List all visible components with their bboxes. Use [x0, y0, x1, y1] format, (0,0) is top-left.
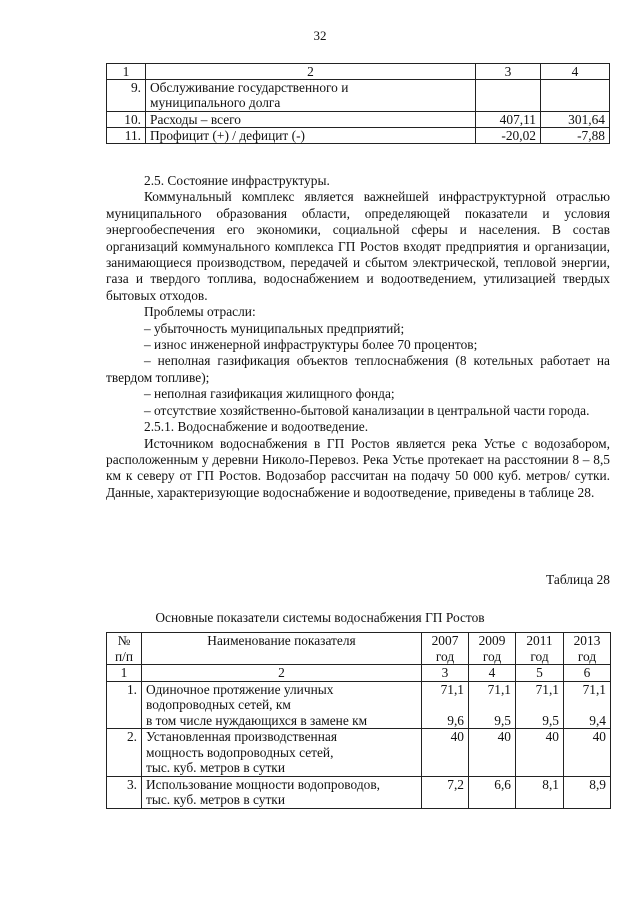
value-total: 71,1 — [582, 681, 606, 697]
row-name — [142, 729, 422, 777]
header-cell: 1 — [107, 64, 146, 80]
row-name: Профицит (+) / дефицит (-) — [146, 127, 476, 143]
header-cell-year — [422, 633, 469, 665]
header-text: год — [530, 648, 549, 664]
value-replace: 9,6 — [447, 712, 464, 728]
value-replace: 9,5 — [542, 712, 559, 728]
row-value — [476, 80, 541, 111]
index-cell: 6 — [564, 665, 611, 682]
row-value — [564, 681, 611, 729]
index-cell: 5 — [516, 665, 564, 682]
row-number: 11. — [107, 127, 146, 143]
budget-table-continuation — [106, 63, 610, 144]
list-item: – отсутствие хозяйственно-бытовой канализации в центральной части города. — [144, 402, 590, 418]
row-name-line: Использование мощности водопроводов, — [146, 776, 381, 792]
row-value: 301,64 — [541, 111, 610, 127]
table-row — [107, 681, 611, 729]
header-cell-year — [469, 633, 516, 665]
row-name-line: муниципального долга — [150, 95, 281, 111]
body-text — [106, 173, 610, 501]
table-index-row — [107, 665, 611, 682]
section-heading: 2.5. Состояние инфраструктуры. — [144, 173, 330, 188]
row-number: 9. — [107, 80, 146, 111]
row-name — [146, 80, 476, 111]
row-name-line: Установленная производственная — [146, 729, 337, 744]
row-value: 6,6 — [469, 776, 516, 808]
value-total: 71,1 — [487, 681, 511, 697]
table-caption: Таблица 28 — [546, 572, 610, 587]
row-name-line: водопроводных сетей, км — [146, 697, 291, 712]
row-number: 3. — [107, 776, 142, 808]
row-name-line: Одиночное протяжение уличных — [146, 681, 334, 697]
row-name-line: Обслуживание государственного и — [150, 80, 349, 96]
header-cell: 3 — [476, 64, 541, 80]
row-name — [142, 681, 422, 729]
page-number: 32 — [313, 28, 327, 43]
value-replace: 9,5 — [494, 712, 511, 728]
header-cell: 4 — [541, 64, 610, 80]
row-value: 7,2 — [422, 776, 469, 808]
row-value — [469, 681, 516, 729]
index-cell: 1 — [107, 665, 142, 682]
value-total: 71,1 — [440, 681, 464, 697]
row-value: -7,88 — [541, 127, 610, 143]
header-cell-year — [564, 633, 611, 665]
value-replace: 9,4 — [589, 712, 606, 728]
table-header-row — [107, 64, 610, 80]
header-text: год — [577, 648, 597, 664]
problems-heading: Проблемы отрасли: — [144, 304, 256, 320]
index-cell: 3 — [422, 665, 469, 682]
list-item: – износ инженерной инфраструктуры более 70 процентов; — [144, 337, 478, 353]
header-text: год — [435, 648, 455, 664]
header-text: 2013 — [573, 633, 601, 648]
header-text: п/п — [114, 648, 134, 664]
row-name-line: мощность водопроводных сетей, — [146, 744, 334, 760]
row-value: 40 — [422, 729, 469, 777]
row-value: 8,1 — [516, 776, 564, 808]
table-title: Основные показатели системы водоснабжения ГП Ростов — [155, 610, 485, 625]
row-name — [142, 776, 422, 808]
header-cell: 2 — [146, 64, 476, 80]
header-text: 2011 — [526, 633, 553, 648]
table-header-row — [107, 633, 611, 665]
header-text: год — [482, 648, 502, 664]
row-number: 10. — [107, 111, 146, 127]
table-row — [107, 776, 611, 808]
row-value — [422, 681, 469, 729]
row-name-line: тыс. куб. метров в сутки — [146, 760, 285, 775]
row-value: 40 — [516, 729, 564, 777]
header-cell-year — [516, 633, 564, 665]
list-item: – неполная газификация объектов теплоснабжения (8 котельных работает на твердом топливе); — [106, 353, 610, 385]
row-value: 8,9 — [564, 776, 611, 808]
row-value: 407,11 — [476, 111, 541, 127]
header-cell-number — [107, 633, 142, 665]
header-text: 2009 — [478, 633, 506, 648]
header-text: 2007 — [431, 633, 459, 648]
row-name-line: тыс. куб. метров в сутки — [146, 792, 285, 807]
table-row — [107, 729, 611, 777]
list-item: – убыточность муниципальных предприятий; — [144, 320, 405, 336]
header-text: № — [117, 633, 131, 648]
row-value — [516, 681, 564, 729]
row-value: 40 — [469, 729, 516, 777]
paragraph: Источником водоснабжения в ГП Ростов является река Устье с водозабором, расположенным у деревни Николо-Перевоз. Река Устье протекает на расстоянии 8 – 8,5 км к северу от ГП Ростов. Водозабор рассчитан на подачу 50 000 куб. метров/ сутки. Данные, характеризующие водоснабжение и водоотведение, приведены в таблице 28. — [106, 435, 610, 500]
row-number: 1. — [107, 681, 142, 729]
water-supply-table — [106, 632, 611, 809]
row-number: 2. — [107, 729, 142, 777]
paragraph: Коммунальный комплекс является важнейшей инфраструктурной отраслью муниципального образования области, определяющей показатели и условия энергообеспечения его экономики, социальной сферы и населения. В состав организаций коммунального комплекса ГП Ростов входят предприятия и организации, занимающиеся производством, передачей и сбытом электрической, тепловой энергии, газа и твердого топлива, водоснабжением и водоотведением, утилизацией твердых бытовых отходов. — [106, 189, 610, 303]
table-row — [107, 127, 610, 143]
header-cell-name: Наименование показателя — [142, 633, 422, 665]
table-row — [107, 80, 610, 111]
row-name: Расходы – всего — [146, 111, 476, 127]
table-row — [107, 111, 610, 127]
row-value: -20,02 — [476, 127, 541, 143]
row-value: 40 — [564, 729, 611, 777]
list-item: – неполная газификация жилищного фонда; — [144, 386, 395, 402]
row-value — [541, 80, 610, 111]
index-cell: 4 — [469, 665, 516, 682]
subsection-heading: 2.5.1. Водоснабжение и водоотведение. — [144, 419, 369, 435]
row-name-line: в том числе нуждающихся в замене км — [146, 712, 368, 728]
index-cell: 2 — [142, 665, 422, 682]
value-total: 71,1 — [535, 681, 559, 697]
